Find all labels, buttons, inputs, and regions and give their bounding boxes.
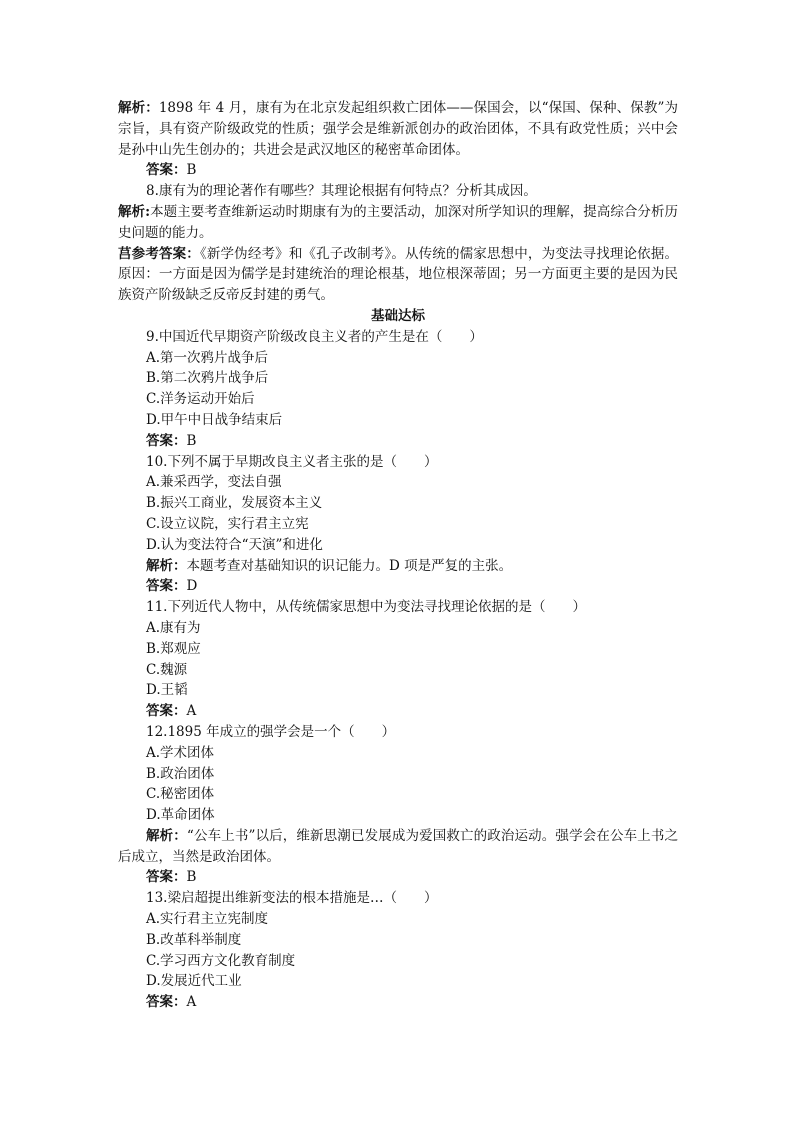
answer-label: 答案：: [146, 432, 187, 449]
answer-value: B: [186, 432, 197, 449]
analysis-label: 解析：: [146, 557, 187, 574]
option-c: C.设立议院，实行君主立宪: [146, 515, 309, 532]
option-a: A.兼采西学，变法自强: [146, 474, 282, 491]
option-c: C.魏源: [146, 661, 188, 678]
answer-line: [118, 701, 678, 722]
answer-value: A: [186, 994, 197, 1011]
option-c: C.学习西方文化教育制度: [146, 952, 296, 969]
option-b: B.振兴工商业，发展资本主义: [146, 495, 323, 512]
option-b: B.郑观应: [146, 640, 201, 657]
analysis-text: 本题考查对基础知识的识记能力。D 项是严复的主张。: [186, 557, 513, 574]
option-d: D.发展近代工业: [146, 973, 242, 990]
document-content: [118, 98, 678, 1013]
analysis-text: “公车上书”以后，维新思潮已发展成为爱国救亡的政治运动。强学会在公车上书之后成立，当然是政治团体。: [118, 827, 678, 865]
option-d: D.认为变法符合“天演”和进化: [146, 536, 323, 553]
analysis-paragraph: [118, 202, 678, 244]
answer-value: B: [186, 162, 197, 179]
answer-line: [118, 867, 678, 888]
question-11: 11.下列近代人物中，从传统儒家思想中为变法寻找理论依据的是（ ）: [146, 599, 586, 616]
option-c: C.洋务运动开始后: [146, 391, 255, 408]
option-c: C.秘密团体: [146, 786, 215, 803]
option-b: B.第二次鸦片战争后: [146, 370, 269, 387]
option-d: D.革命团体: [146, 807, 215, 824]
option-b: B.改革科举制度: [146, 931, 242, 948]
option-a: A.实行君主立宪制度: [146, 911, 269, 928]
option-d: D.甲午中日战争结束后: [146, 411, 283, 428]
answer-line: [118, 576, 678, 597]
analysis-label: 解析:: [118, 203, 151, 220]
option-a: A.学术团体: [146, 744, 215, 761]
analysis-line: [118, 556, 678, 577]
answer-value: D: [186, 578, 198, 595]
answer-label: 答案：: [146, 994, 187, 1011]
answer-label: 答案：: [146, 869, 187, 886]
question-8: 8.康有为的理论著作有哪些？其理论根据有何特点？分析其成因。: [146, 183, 537, 200]
answer-label: 答案：: [146, 162, 187, 179]
reference-answer-label: 莒参考答案：: [118, 245, 200, 262]
option-b: B.政治团体: [146, 765, 215, 782]
option-d: D.王韬: [146, 682, 188, 699]
answer-label: 答案：: [146, 703, 187, 720]
option-a: A.第一次鸦片战争后: [146, 349, 269, 366]
analysis-paragraph: [118, 98, 678, 160]
answer-line: [118, 160, 678, 181]
question-12: 12.1895 年成立的强学会是一个（ ）: [146, 723, 396, 740]
reference-answer-paragraph: [118, 244, 678, 306]
section-heading: 基础达标: [371, 307, 425, 324]
answer-value: A: [186, 703, 197, 720]
answer-line: [118, 992, 678, 1013]
analysis-label: 解析：: [118, 100, 159, 116]
question-13: 13.梁启超提出维新变法的根本措施是…（ ）: [146, 890, 438, 907]
question-9: 9.中国近代早期资产阶级改良主义者的产生是在（ ）: [146, 328, 483, 345]
reference-answer-text: 《新学伪经考》和《孔子改制考》。从传统的儒家思想中，为变法寻找理论依据。原因：一方面是因为儒学是封建统治的理论根基，地位根深蒂固；另一方面更主要的是因为民族资产阶级缺乏反帝反封建的勇气。: [118, 245, 679, 304]
option-a: A.康有为: [146, 619, 201, 636]
analysis-text: 1898 年 4 月，康有为在北京发起组织救亡团体——保国会，以“保国、保种、保教”为宗旨，具有资产阶级政党的性质；强学会是维新派创办的政治团体，不具有政党性质；兴中会是孙中山先生创办的；共进会是武汉地区的秘密革命团体。: [118, 100, 679, 158]
analysis-label: 解析：: [146, 827, 187, 844]
question-10: 10.下列不属于早期改良主义者主张的是（ ）: [146, 453, 438, 470]
answer-line: [118, 431, 678, 452]
analysis-paragraph: [118, 826, 678, 868]
answer-label: 答案：: [146, 578, 187, 595]
answer-value: B: [186, 869, 197, 886]
analysis-text: 本题主要考查维新运动时期康有为的主要活动，加深对所学知识的理解，提高综合分析历史问题的能力。: [118, 203, 679, 241]
